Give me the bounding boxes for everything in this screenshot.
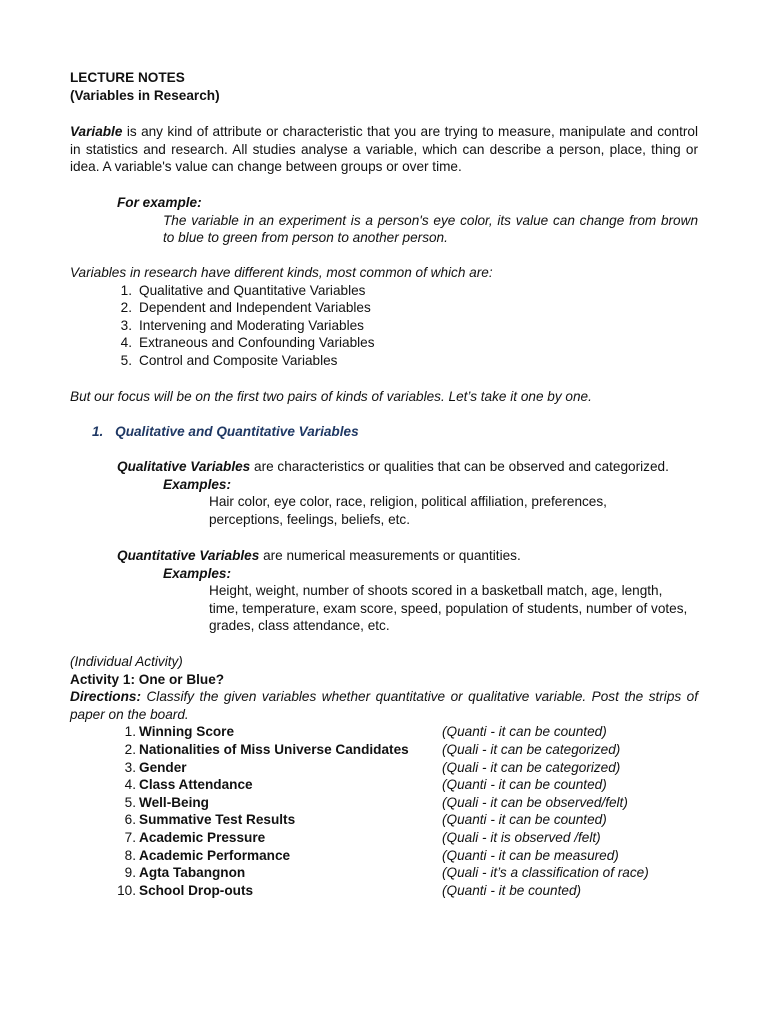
item-name: Academic Pressure	[139, 829, 266, 845]
item-name: Class Attendance	[139, 777, 253, 793]
list-item	[70, 299, 698, 317]
qualitative-term: Qualitative Variables	[117, 459, 251, 474]
document-title: LECTURE NOTES	[70, 70, 185, 85]
list-number: 4.	[120, 335, 132, 351]
definition-term: Variable	[70, 124, 123, 139]
quantitative-examples: Height, weight, number of shoots scored in a basketball match, age, length, time, temperature, exam score, speed, population of students, number of votes, grades, class attendance, etc.	[209, 583, 688, 634]
item-name: Summative Test Results	[139, 812, 296, 828]
focus-note: But our focus will be on the first two pairs of kinds of variables. Let’s take it one by one.	[70, 389, 592, 404]
quantitative-text: are numerical measurements or quantities.	[259, 548, 521, 563]
list-item	[70, 882, 698, 900]
qualitative-examples-label: Examples:	[163, 476, 232, 492]
list-text: Extraneous and Confounding Variables	[139, 335, 375, 351]
example-label: For example:	[117, 195, 202, 210]
list-item	[70, 723, 698, 741]
item-answer: (Quali - it can be categorized)	[442, 741, 621, 757]
section-heading	[70, 423, 698, 441]
list-item	[70, 741, 698, 759]
quantitative-block	[70, 547, 698, 635]
list-text: Dependent and Independent Variables	[139, 300, 371, 316]
quantitative-examples-label: Examples:	[163, 565, 232, 581]
quantitative-definition	[70, 547, 698, 565]
item-name: School Drop-outs	[139, 882, 254, 898]
list-item	[70, 759, 698, 777]
list-item	[70, 776, 698, 794]
item-name: Gender	[139, 759, 187, 775]
item-number: 4.	[124, 777, 136, 793]
item-name: Agta Tabangnon	[139, 865, 246, 881]
list-item	[70, 282, 698, 300]
item-number: 7.	[124, 829, 136, 845]
item-answer: (Quali - it can be categorized)	[442, 759, 621, 775]
item-number: 2.	[124, 741, 136, 757]
list-item	[70, 811, 698, 829]
item-answer: (Quanti - it can be counted)	[442, 812, 607, 828]
activity-block	[70, 653, 698, 899]
item-answer: (Quanti - it can be measured)	[442, 847, 619, 863]
item-number: 8.	[124, 847, 136, 863]
item-answer: (Quali - it can be observed/felt)	[442, 794, 628, 810]
item-name: Nationalities of Miss Universe Candidates	[139, 741, 409, 757]
item-answer: (Quali - it is observed /felt)	[442, 829, 601, 845]
activity-list	[70, 723, 698, 899]
item-number: 10.	[117, 882, 136, 898]
list-item	[70, 864, 698, 882]
qualitative-text: are characteristics or qualities that can be observed and categorized.	[250, 459, 669, 474]
item-number: 6.	[124, 812, 136, 828]
kinds-list	[70, 282, 698, 370]
section-number: 1.	[92, 424, 104, 439]
item-answer: (Quali - it’s a classification of race)	[442, 865, 649, 881]
list-item	[70, 352, 698, 370]
activity-type: (Individual Activity)	[70, 654, 183, 669]
item-name: Winning Score	[139, 724, 235, 740]
lecture-title	[70, 69, 698, 104]
item-answer: (Quanti - it be counted)	[442, 882, 582, 898]
item-name: Well-Being	[139, 794, 209, 810]
list-number: 1.	[120, 282, 132, 298]
quantitative-term: Quantitative Variables	[117, 548, 260, 563]
section-title: Qualitative and Quantitative Variables	[115, 424, 359, 439]
item-answer: (Quanti - it can be counted)	[442, 724, 607, 740]
list-text: Control and Composite Variables	[139, 352, 338, 368]
item-number: 1.	[124, 724, 136, 740]
activity-directions	[70, 688, 698, 723]
example-block	[70, 194, 698, 247]
directions-label: Directions:	[70, 689, 142, 705]
kinds-intro: Variables in research have different kinds, most common of which are:	[70, 265, 493, 280]
list-item	[70, 847, 698, 865]
qualitative-definition	[70, 458, 698, 476]
variable-definition	[70, 123, 698, 176]
directions-text: Classify the given variables whether quantitative or qualitative variable. Post the strips of paper on the board.	[70, 689, 698, 722]
activity-title: Activity 1: One or Blue?	[70, 671, 225, 687]
document-subtitle: (Variables in Research)	[70, 87, 220, 103]
list-text: Qualitative and Quantitative Variables	[139, 282, 366, 298]
list-item	[70, 829, 698, 847]
example-text: The variable in an experiment is a person's eye color, its value can change from brown to blue to green from person to another person.	[163, 212, 698, 246]
item-answer: (Quanti - it can be counted)	[442, 777, 607, 793]
item-number: 5.	[124, 794, 136, 810]
qualitative-examples: Hair color, eye color, race, religion, political affiliation, preferences, perceptions, feelings, beliefs, etc.	[209, 494, 607, 527]
variable-kinds	[70, 264, 698, 370]
list-item	[70, 334, 698, 352]
qualitative-block	[70, 458, 698, 528]
definition-text: is any kind of attribute or characteristic that you are trying to measure, manipulate and control in statistics and research. All studies analyse a variable, which can describe a person, place, thing or idea. A variable's value can change between groups or over time.	[70, 124, 698, 175]
item-name: Academic Performance	[139, 847, 291, 863]
list-number: 2.	[120, 300, 132, 316]
list-number: 3.	[120, 317, 132, 333]
item-number: 3.	[124, 759, 136, 775]
item-number: 9.	[124, 865, 136, 881]
list-text: Intervening and Moderating Variables	[139, 317, 364, 333]
list-number: 5.	[120, 352, 132, 368]
list-item	[70, 317, 698, 335]
list-item	[70, 794, 698, 812]
